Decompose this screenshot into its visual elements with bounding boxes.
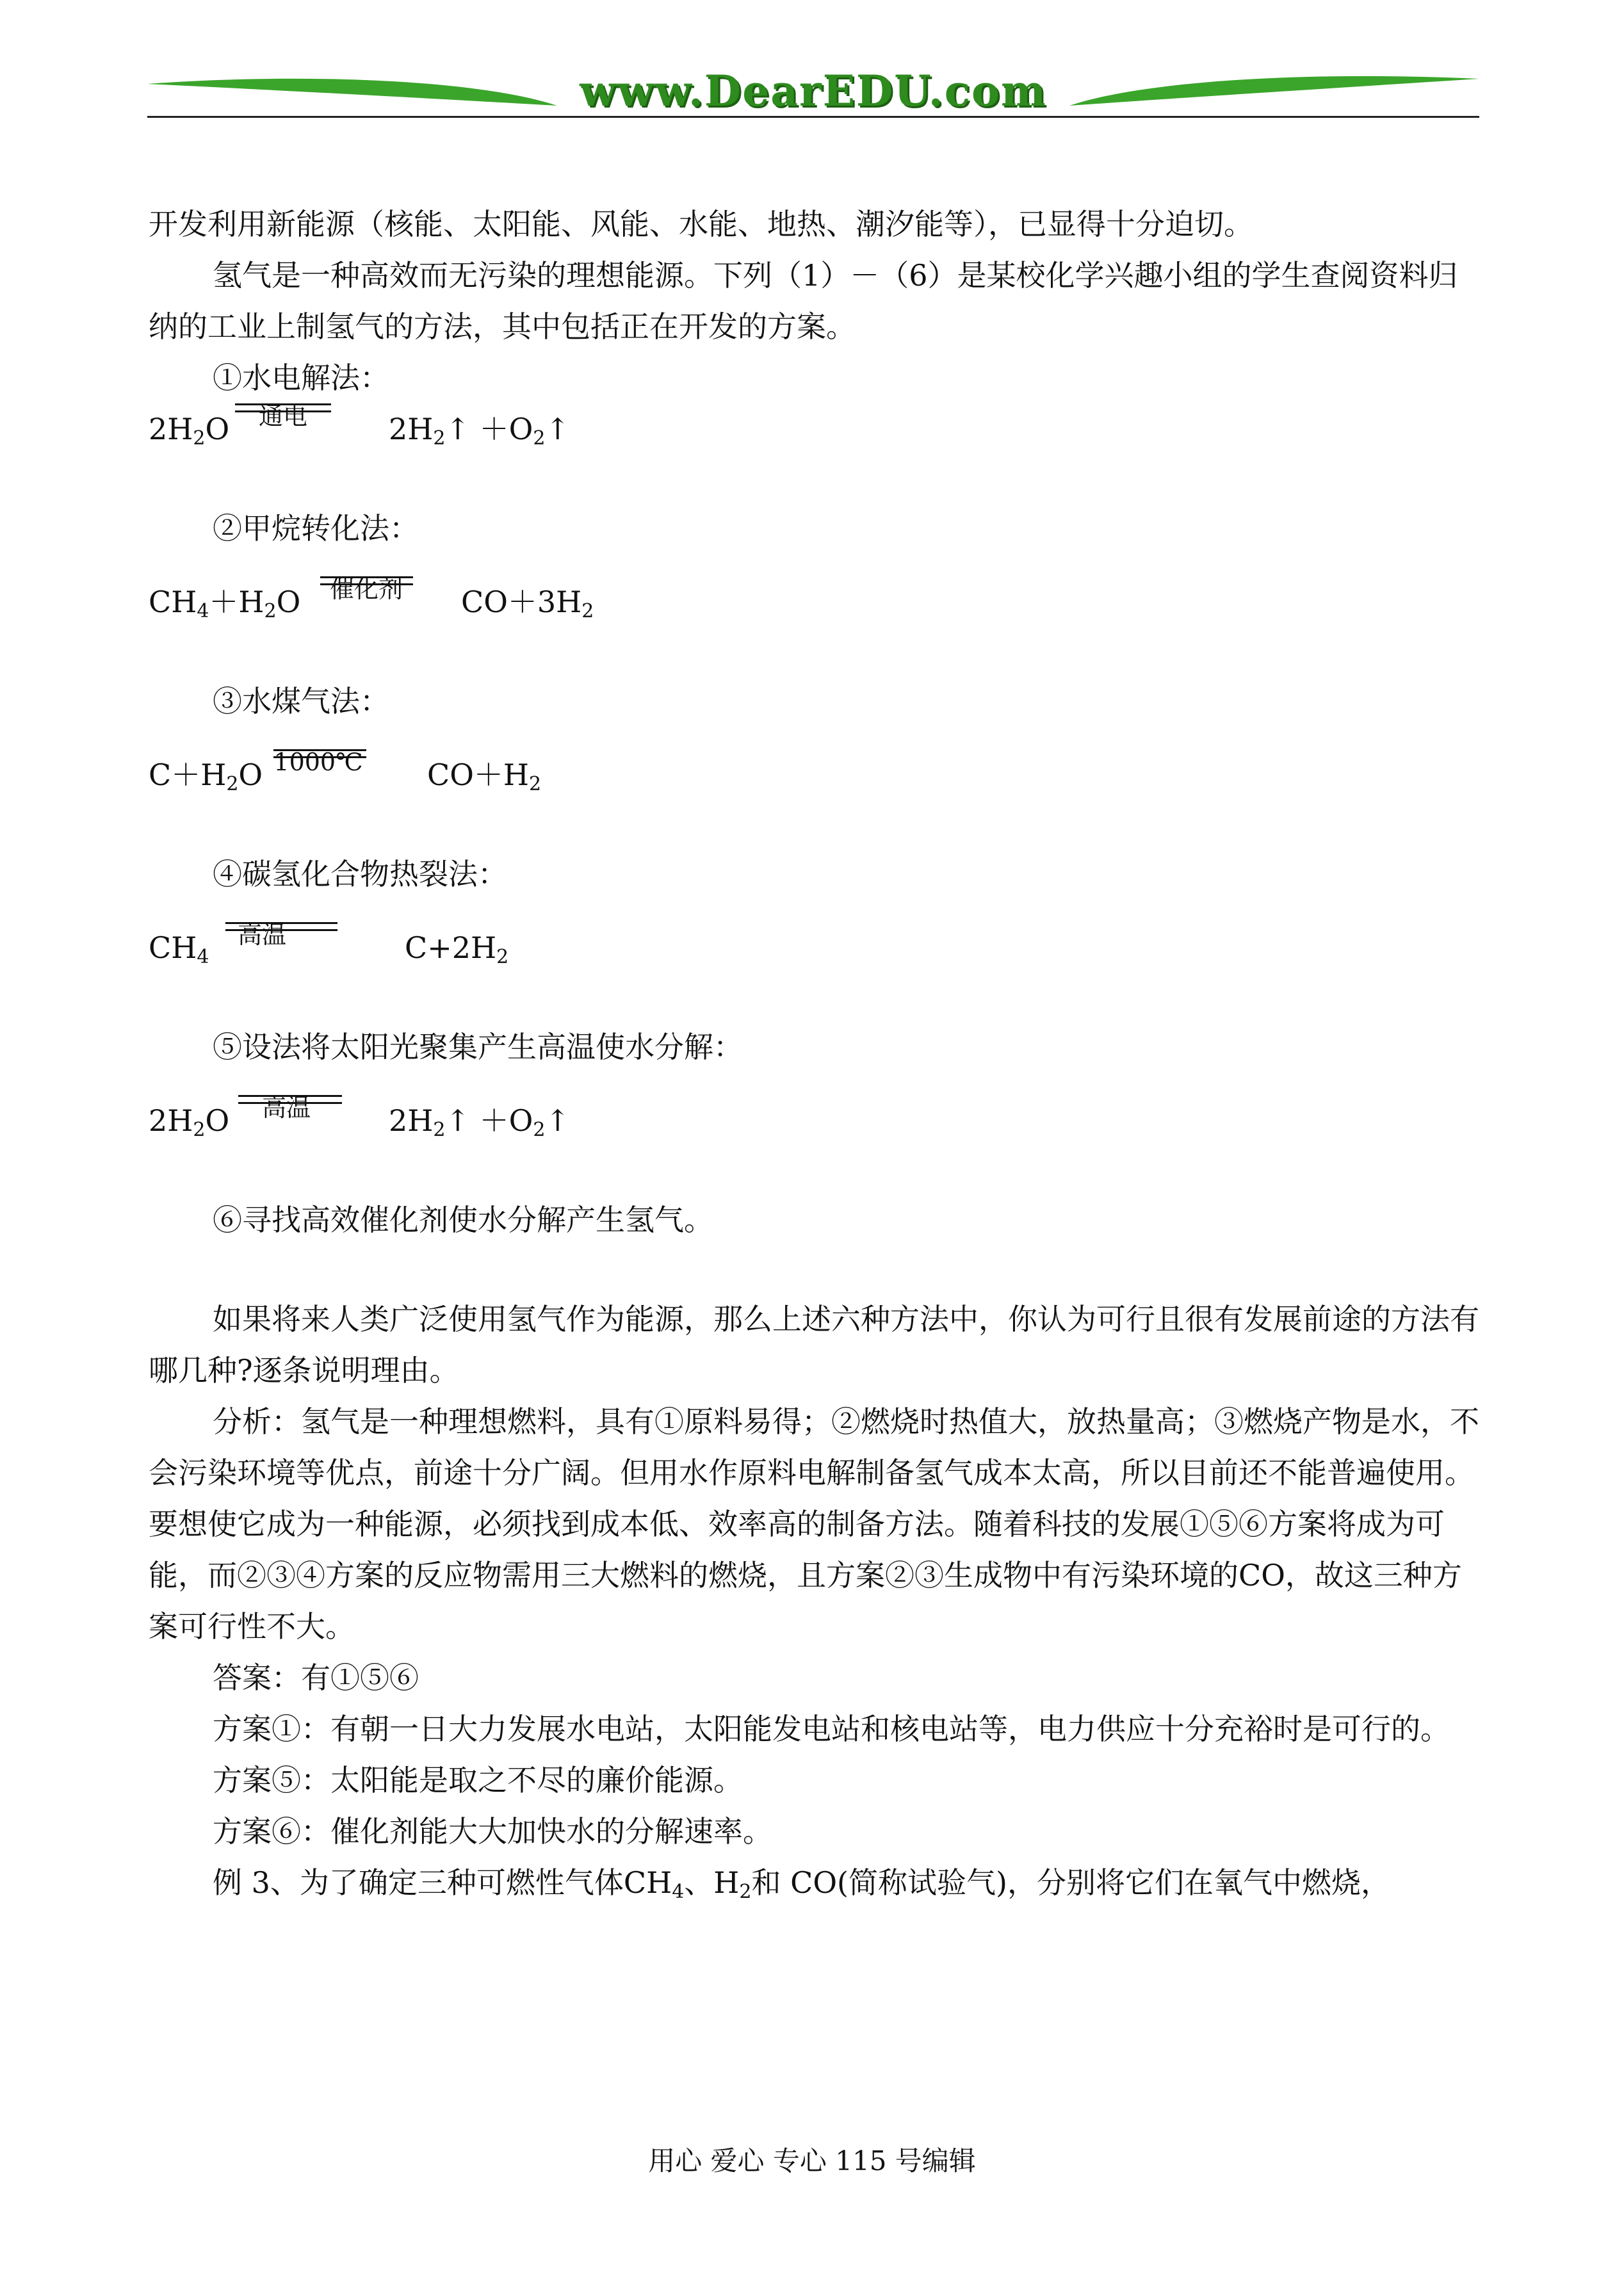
site-header [147,61,1479,122]
method-1-heading: ①水电解法： [213,361,389,395]
method-6-heading: ⑥寻找高效催化剂使水分解产生氢气。 [213,1203,713,1237]
method-4-heading: ④碳氢化合物热裂法： [213,857,507,891]
answer-paragraph: 答案：有①⑤⑥ [213,1660,419,1695]
plan-5-paragraph: 方案⑤：太阳能是取之不尽的廉价能源。 [213,1763,743,1797]
method-5-heading: ⑤设法将太阳光聚集产生高温使水分解： [213,1030,743,1064]
equation-4 [149,922,1481,973]
eq4-right: $C+2H_2$ [405,930,509,968]
page-footer: 用心 爱心 专心 115 号编辑 [648,2145,976,2177]
eq4-left: $CH_4$ [149,930,209,968]
eq1-condition: 通电 [258,402,307,430]
plan-6-paragraph: 方案⑥：催化剂能大大加快水的分解速率。 [213,1814,772,1849]
question-paragraph: 如果将来人类广泛使用氢气作为能源，那么上述六种方法中，你认为可行且很有发展前途的方法有哪几种?逐条说明理由。 [149,1302,1479,1388]
method-3-heading: ③水煤气法： [213,684,389,718]
eq1-equals-sign [235,403,331,412]
example-3-paragraph: 例 3、为了确定三种可燃性气体$CH_4$、$H_2$和 CO(简称试验气)，分别将它们在氧气中燃烧， [213,1865,1390,1903]
eq3-condition: 1000℃ [273,748,363,776]
method-2-heading: ②甲烷转化法： [213,511,419,546]
eq1-right: $2H_2↑$ $+O_2↑$ [389,412,571,450]
plan-1-paragraph: 方案①：有朝一日大力发展水电站，太阳能发电站和核电站等，电力供应十分充裕时是可行的。 [213,1712,1450,1746]
eq4-condition: 高温 [237,921,286,949]
eq2-equals-sign [320,576,413,585]
equation-5 [149,1095,1481,1146]
eq4-equals-sign [225,922,337,931]
header-divider [147,116,1479,118]
intro-paragraph: 开发利用新能源（核能、太阳能、风能、水能、地热、潮汐能等），已显得十分迫切。 [149,207,1253,241]
eq2-right: $CO+3H_2$ [461,585,594,622]
eq5-right: $2H_2↑$ $+O_2↑$ [389,1103,571,1141]
eq1-left: $2H_2O$ [149,412,230,450]
eq3-equals-sign [273,749,366,758]
hydrogen-paragraph: 氢气是一种高效而无污染的理想能源。下列（1）－（6）是某校化学兴趣小组的学生查阅资料归纳的工业上制氢气的方法，其中包括正在开发的方案。 [149,258,1458,344]
eq5-condition: 高温 [261,1094,311,1122]
site-logo[interactable]: www.DearEDU.com [580,66,1047,116]
eq2-left: $CH_4+H_2O$ [149,585,301,622]
document-body [149,199,1481,1908]
eq3-right: $CO+H_2$ [427,758,542,795]
analysis-paragraph: 分析：氢气是一种理想燃料，具有①原料易得；②燃烧时热值大，放热量高；③燃烧产物是水，不会污染环境等优点，前途十分广阔。但用水作原料电解制备氢气成本太高，所以目前还不能普遍使用。要想使它成为一种能源，必须找到成本低、效率高的制备方法。随着科技的发展①⑤⑥方案将成为可能，而②③④方案的反应物需用三大燃料的燃烧，且方案②③生成物中有污染环境的CO，故这三种方案可行性不大。 [149,1404,1479,1644]
eq5-left: $2H_2O$ [149,1103,230,1141]
eq5-equals-sign [238,1095,342,1104]
equation-1 [149,403,1481,455]
eq3-left: $C+H_2O$ [149,758,263,795]
eq2-condition: 催化剂 [329,575,403,603]
equation-2 [149,576,1481,628]
equation-3 [149,749,1481,800]
